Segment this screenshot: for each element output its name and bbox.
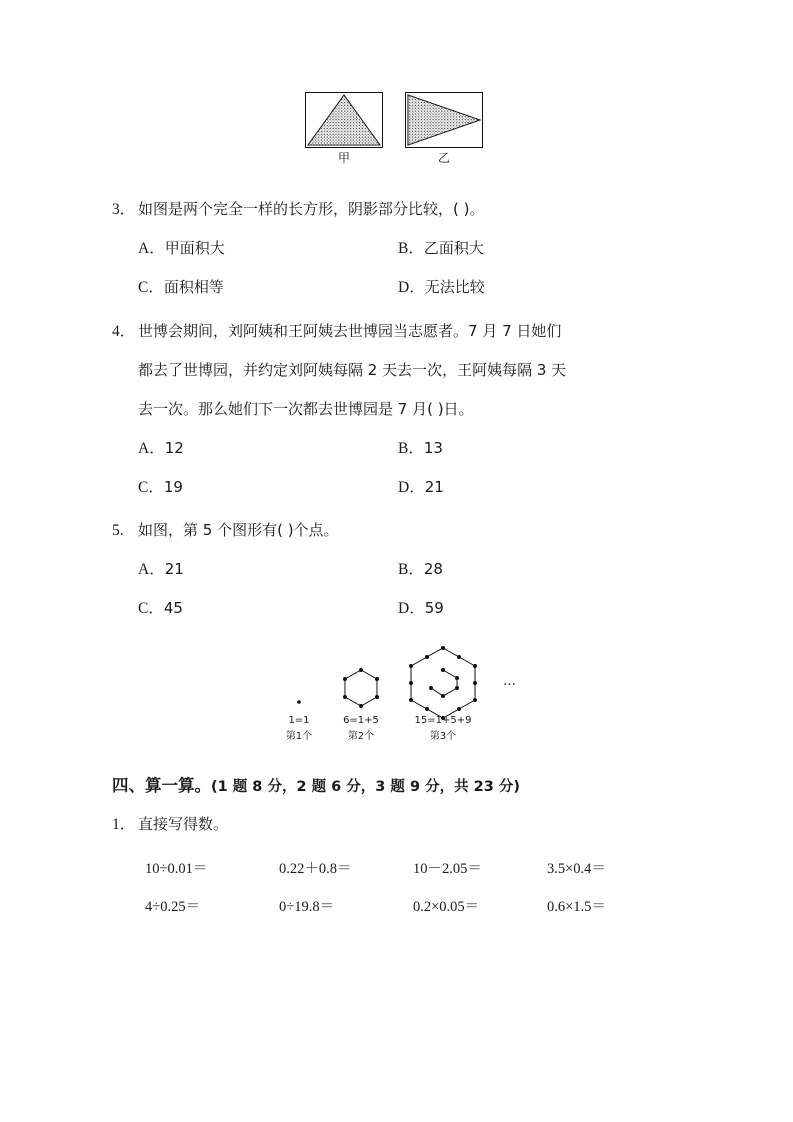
question-4-number: 4．: [112, 323, 136, 340]
question-5-options-row-2: [112, 589, 692, 628]
question-4-stem-text-1: 世博会期间，刘阿姨和王阿姨去世博园当志愿者。7 月 7 日她们: [138, 322, 562, 340]
option-b-letter: B．: [398, 240, 424, 257]
question-5-options-row-1: [112, 550, 692, 589]
question-3-option-c[interactable]: [138, 268, 398, 307]
triangle-apex-right-middle-icon: [406, 93, 482, 147]
question-5: [112, 511, 692, 628]
figure-two-rectangles: [305, 92, 490, 172]
option-a-text: 21: [164, 560, 184, 578]
hex-figure-3-order: 第3个: [429, 731, 457, 742]
option-d-letter: D．: [398, 600, 425, 617]
hex-figure-1-equation: 1=1: [288, 715, 310, 726]
calc-expression: 4÷0.25＝: [145, 899, 201, 915]
hex-figure-2-order: [333, 730, 389, 743]
calc-expressions-grid: [145, 850, 705, 926]
rectangle-yi: [405, 92, 483, 148]
option-a-letter: A．: [138, 440, 165, 457]
calc-question-1-title: [112, 812, 228, 834]
question-5-number: 5.: [112, 522, 124, 539]
rectangle-jia: [305, 92, 383, 148]
option-d-text: 21: [424, 478, 444, 496]
question-5-option-a[interactable]: [138, 550, 398, 589]
option-d-letter: D．: [398, 479, 425, 496]
question-4-options-row-2: [112, 468, 692, 507]
option-a-text: 甲面积大: [164, 239, 225, 257]
calc-expression: 10÷0.01＝: [145, 861, 208, 877]
section-heading-score: (1 题 8 分，2 题 6 分，3 题 9 分，共 23 分): [211, 779, 520, 795]
hex-figure-2-order-text: 第2个: [347, 731, 375, 742]
option-a-letter: A．: [138, 240, 165, 257]
question-4: [112, 312, 692, 507]
question-4-stem-line-1: [112, 312, 692, 351]
question-3-options-row-1: [112, 229, 692, 268]
option-d-text: 无法比较: [424, 278, 485, 296]
option-c-letter: C．: [138, 479, 164, 496]
question-5-option-b[interactable]: [398, 550, 443, 589]
question-3-stem-text: 如图是两个完全一样的长方形，阴影部分比较，( )。: [138, 200, 485, 218]
question-3-options-row-2: [112, 268, 692, 307]
question-5-option-c[interactable]: [138, 589, 398, 628]
calc-question-1-text: 直接写得数。: [138, 815, 229, 833]
option-c-text: 面积相等: [163, 278, 224, 296]
single-dot-icon: [271, 652, 327, 714]
question-3-number: 3．: [112, 201, 136, 218]
option-b-letter: B．: [398, 561, 424, 578]
question-3-option-d[interactable]: [398, 268, 485, 307]
hex-figure-1-order: 第1个: [285, 731, 313, 742]
option-c-text: 19: [163, 478, 183, 496]
section-heading: [112, 772, 520, 796]
option-c-letter: C．: [138, 600, 164, 617]
option-a-letter: A．: [138, 561, 165, 578]
question-5-stem: [112, 511, 692, 550]
question-4-option-c[interactable]: [138, 468, 398, 507]
hex-figure-1: [271, 652, 327, 714]
question-4-options-row-1: [112, 429, 692, 468]
section-heading-title: 四、算一算。: [112, 776, 211, 795]
figure-hexagon-dot-sequence: [255, 642, 555, 762]
hex-figure-3-equation: 15=1+5+9: [414, 715, 472, 726]
option-c-letter: C．: [138, 279, 164, 296]
calc-expression: 0÷19.8＝: [279, 899, 335, 915]
option-a-text: 12: [164, 439, 184, 457]
question-4-option-d[interactable]: [398, 468, 444, 507]
calc-row-2: [145, 888, 705, 926]
option-b-text: 13: [423, 439, 443, 457]
option-c-text: 45: [163, 599, 183, 617]
calc-expression: 0.22＋0.8＝: [279, 861, 352, 877]
rectangle-yi-label: 乙: [437, 151, 450, 165]
calc-question-1-number: 1．: [112, 816, 136, 833]
option-d-text: 59: [424, 599, 444, 617]
question-4-stem-text-3: 去一次。那么她们下一次都去世博园是 7 月( )日。: [138, 400, 474, 418]
triangle-apex-top-center-icon: [306, 93, 382, 147]
question-4-option-b[interactable]: [398, 429, 443, 468]
question-3: [112, 190, 692, 307]
question-3-option-a[interactable]: [138, 229, 398, 268]
hexagon-fifteen-dots-icon: [391, 642, 495, 722]
calc-row-1: [145, 850, 705, 888]
calc-expression: 10－2.05＝: [413, 861, 482, 877]
question-5-option-d[interactable]: [398, 589, 444, 628]
option-b-text: 28: [423, 560, 443, 578]
rectangle-jia-label: 甲: [337, 151, 350, 165]
option-b-letter: B．: [398, 440, 424, 457]
hex-figure-2-equation: 6=1+5: [343, 715, 379, 726]
calc-expression: 0.6×1.5＝: [547, 899, 606, 915]
hex-figure-3: [391, 642, 495, 722]
hexagon-six-dots-icon: [333, 652, 389, 714]
question-3-stem: [112, 190, 692, 229]
question-4-stem-line-3: [112, 390, 692, 429]
option-d-letter: D．: [398, 279, 425, 296]
hex-figure-2: [333, 652, 389, 714]
question-4-stem-line-2: [112, 351, 692, 390]
question-4-option-a[interactable]: [138, 429, 398, 468]
calc-expression: 3.5×0.4＝: [547, 861, 606, 877]
calc-expression: 0.2×0.05＝: [413, 899, 480, 915]
question-3-option-b[interactable]: [398, 229, 484, 268]
sequence-ellipsis: …: [503, 674, 518, 689]
question-5-stem-text: 如图，第 5 个图形有( )个点。: [138, 521, 339, 539]
question-4-stem-text-2: 都去了世博园，并约定刘阿姨每隔 2 天去一次，王阿姨每隔 3 天: [138, 361, 567, 379]
option-b-text: 乙面积大: [423, 239, 484, 257]
